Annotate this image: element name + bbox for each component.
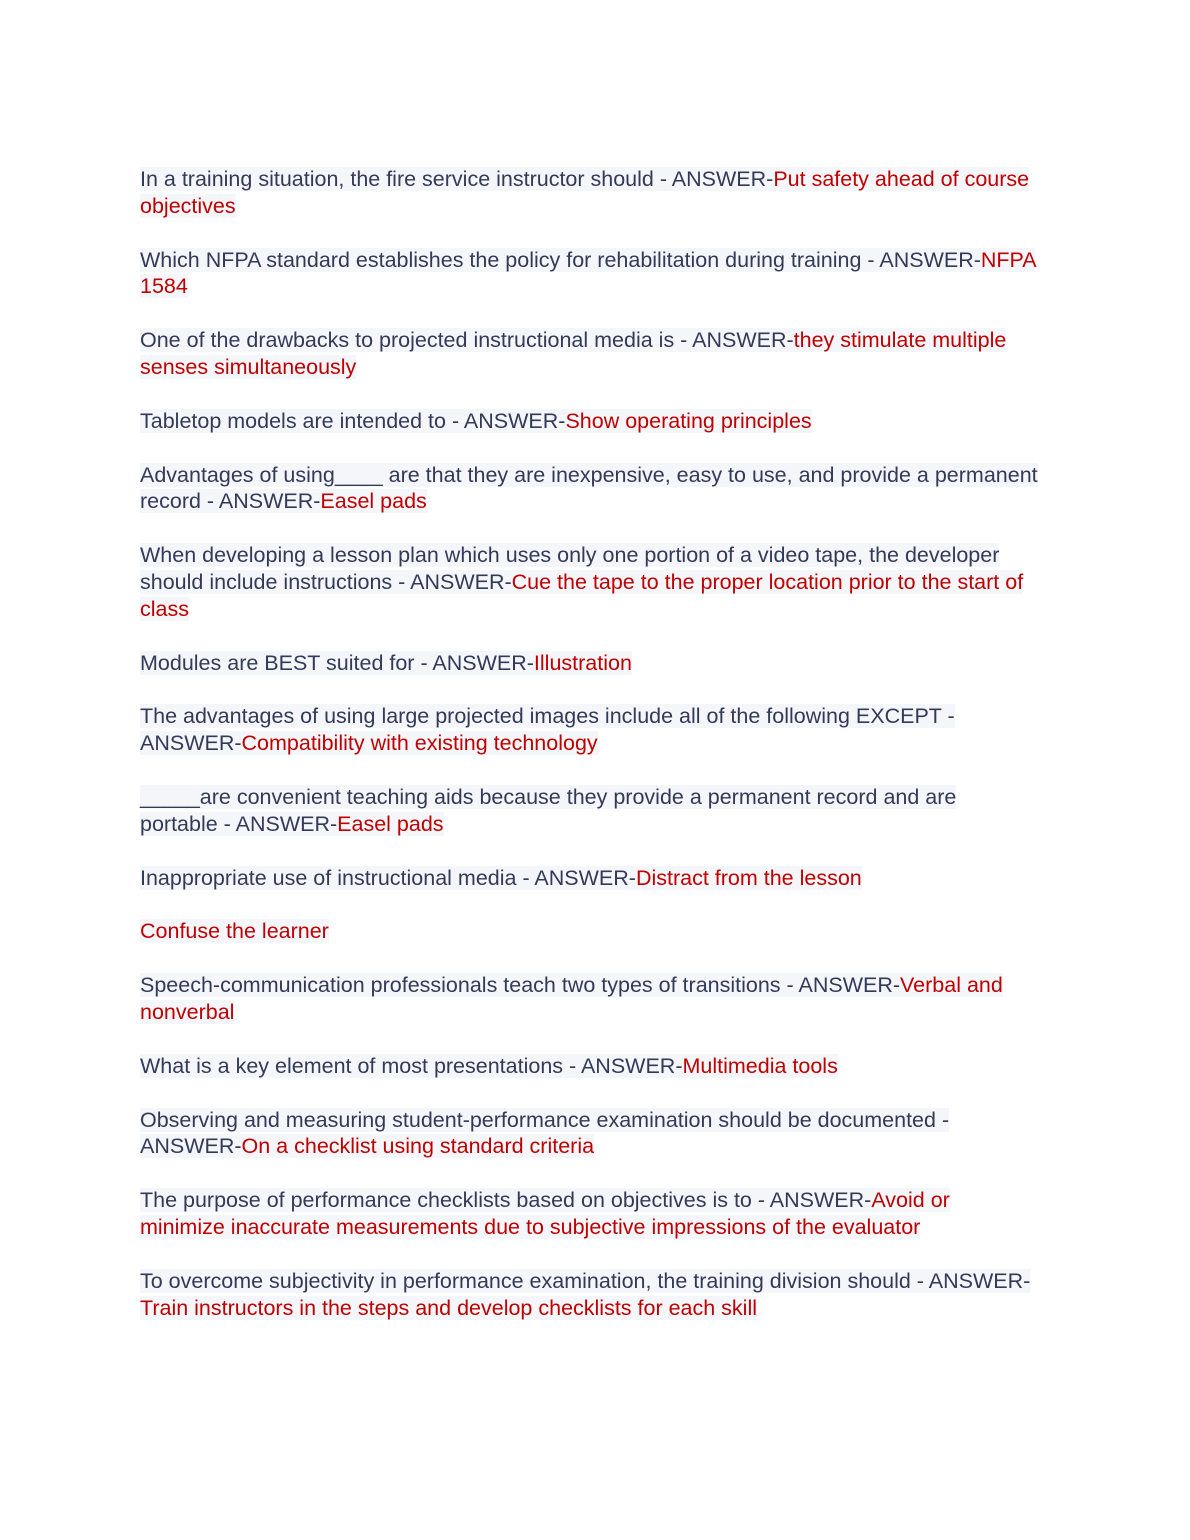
question-text: To overcome subjectivity in performance examination, the training division should xyxy=(140,1268,911,1293)
answer-separator: - ANSWER- xyxy=(674,328,794,353)
question-text: Advantages of using____ are that they are inexpensive, easy to use, and provide a permanent record xyxy=(140,462,1038,514)
answer-text: Distract from the lesson xyxy=(635,865,862,890)
question-text: The purpose of performance checklists based on objectives is to xyxy=(140,1188,752,1213)
qa-item xyxy=(140,1187,1040,1241)
answer-text: Avoid or minimize inaccurate measurements due to subjective impressions of the evaluator xyxy=(140,1188,950,1239)
answer-text: Cue the tape to the proper location prior to the start of class xyxy=(140,569,1024,621)
answer-text: Easel pads xyxy=(337,811,444,836)
answer-text: they stimulate multiple senses simultaneously xyxy=(140,328,1007,379)
answer-text: Verbal and nonverbal xyxy=(140,973,1003,1024)
answer-text: Compatibility with existing technology xyxy=(241,731,598,756)
answer-separator: - ANSWER- xyxy=(140,704,955,756)
question-text: In a training situation, the fire service instructor should xyxy=(140,167,654,191)
question-text: What is a key element of most presentations xyxy=(140,1053,564,1078)
answer-separator: - ANSWER- xyxy=(751,1188,872,1213)
qa-item-continuation xyxy=(140,918,1040,945)
answer-text: Train instructors in the steps and develop checklists for each skill xyxy=(140,1295,758,1320)
qa-item xyxy=(140,650,1040,677)
qa-item xyxy=(140,972,1040,1026)
answer-separator: - ANSWER- xyxy=(516,865,636,890)
answer-text: Confuse the learner xyxy=(140,919,329,944)
qa-item xyxy=(140,408,1040,435)
answer-separator: - ANSWER- xyxy=(414,650,534,675)
answer-separator: - ANSWER- xyxy=(910,1268,1031,1293)
question-text: Inappropriate use of instructional media xyxy=(140,865,517,890)
question-text: One of the drawbacks to projected instructional media is xyxy=(140,328,675,353)
qa-item xyxy=(140,462,1040,516)
question-text: Which NFPA standard establishes the policy for rehabilitation during training xyxy=(140,247,862,272)
answer-text: On a checklist using standard criteria xyxy=(241,1134,595,1159)
qa-item xyxy=(140,327,1040,381)
answer-text: Illustration xyxy=(533,650,632,675)
answer-separator: - ANSWER- xyxy=(861,247,981,272)
answer-text: Easel pads xyxy=(320,489,427,514)
qa-item xyxy=(140,784,1040,838)
answer-separator: - ANSWER- xyxy=(217,811,338,836)
question-text: Modules are BEST suited for xyxy=(140,650,415,675)
answer-separator: - ANSWER- xyxy=(780,973,901,998)
question-text: Tabletop models are intended to xyxy=(140,408,446,433)
answer-text: Show operating principles xyxy=(565,408,812,433)
answer-text: NFPA 1584 xyxy=(140,247,1036,299)
qa-item xyxy=(140,1268,1040,1322)
qa-item xyxy=(140,703,1040,757)
answer-separator: - ANSWER- xyxy=(653,167,774,191)
qa-item xyxy=(140,1053,1040,1080)
answer-text: Multimedia tools xyxy=(682,1053,838,1078)
qa-item xyxy=(140,1107,1040,1161)
document-page xyxy=(140,166,1040,1348)
qa-item xyxy=(140,542,1040,622)
qa-item xyxy=(140,865,1040,892)
question-text: The advantages of using large projected images include all of the following EXCEPT xyxy=(140,704,942,729)
answer-separator: - ANSWER- xyxy=(140,1107,950,1159)
answer-separator: - ANSWER- xyxy=(200,489,321,514)
answer-separator: - ANSWER- xyxy=(392,569,512,594)
answer-separator: - ANSWER- xyxy=(446,408,566,433)
answer-text: Put safety ahead of course objectives xyxy=(140,167,1030,218)
answer-separator: - ANSWER- xyxy=(563,1053,683,1078)
question-text: Speech-communication professionals teach two types of transitions xyxy=(140,973,781,998)
question-text: _____are convenient teaching aids because they provide a permanent record and are portable xyxy=(140,784,957,836)
qa-item xyxy=(140,247,1040,301)
qa-item xyxy=(140,166,1040,220)
question-text: When developing a lesson plan which uses only one portion of a video tape, the developer should include instructions xyxy=(140,543,1000,594)
question-text: Observing and measuring student-performance examination should be documented xyxy=(140,1107,936,1132)
